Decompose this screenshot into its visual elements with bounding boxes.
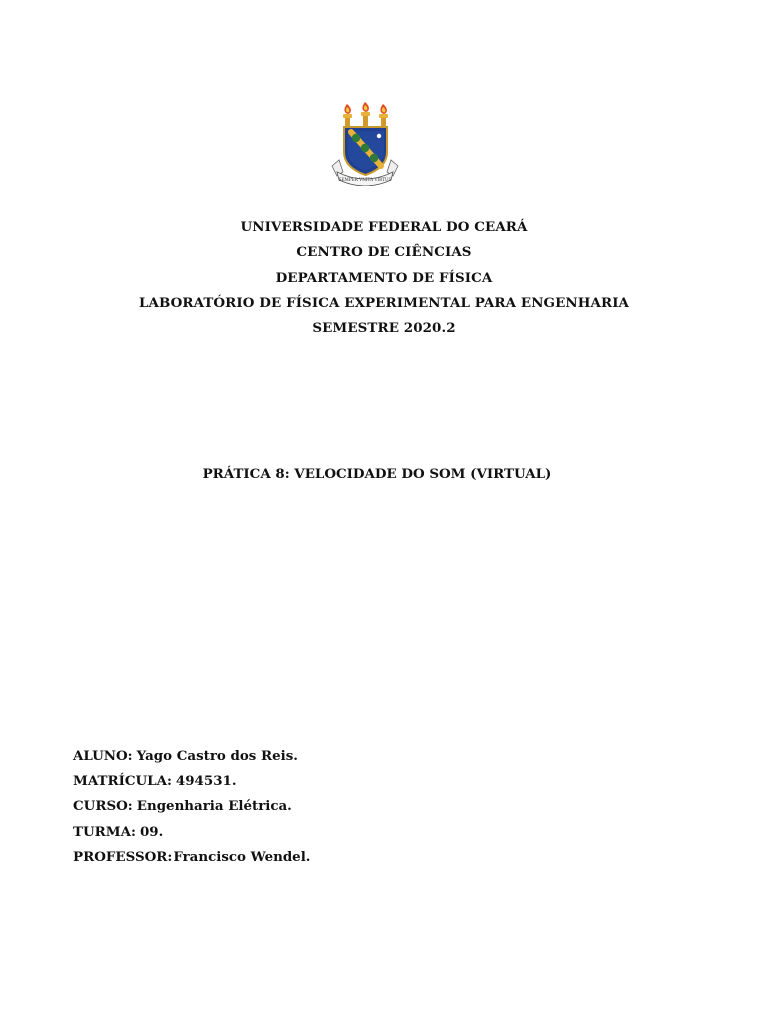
curso-value: Engenharia Elétrica.	[136, 798, 292, 815]
department-name: DEPARTAMENTO DE FÍSICA	[275, 269, 493, 286]
shield-icon	[344, 127, 387, 175]
info-row-turma	[73, 820, 310, 845]
professor-label: PROFESSOR:	[73, 848, 173, 865]
center-name: CENTRO DE CIÊNCIAS	[296, 244, 472, 261]
torch-center-icon	[361, 102, 370, 127]
professor-value: Francisco Wendel.	[173, 848, 311, 865]
matricula-value: 494531.	[175, 773, 237, 790]
turma-value: 09.	[139, 823, 164, 840]
curso-label: CURSO:	[73, 798, 133, 815]
turma-label: TURMA:	[73, 823, 136, 840]
info-row-aluno	[73, 744, 310, 769]
info-row-professor	[73, 845, 310, 870]
laboratory-name: LABORATÓRIO DE FÍSICA EXPERIMENTAL PARA ENGENHARIA	[138, 294, 630, 311]
torch-left-icon	[343, 104, 352, 127]
ufc-coat-of-arms-icon	[329, 100, 401, 186]
student-info	[73, 744, 310, 870]
practice-title: PRÁTICA 8: VELOCIDADE DO SOM (VIRTUAL)	[202, 466, 552, 482]
info-row-matricula	[73, 769, 310, 794]
logo-motto-text: SEMPER VNITA VIRTUS	[338, 177, 392, 182]
torch-right-icon	[379, 104, 388, 127]
semester-label: SEMESTRE 2020.2	[312, 320, 456, 337]
info-row-curso	[73, 794, 310, 819]
matricula-label: MATRÍCULA:	[73, 773, 172, 790]
aluno-label: ALUNO:	[73, 748, 133, 764]
institution-header	[0, 215, 768, 341]
university-name: UNIVERSIDADE FEDERAL DO CEARÁ	[240, 219, 528, 235]
aluno-value: Yago Castro dos Reis.	[136, 748, 298, 764]
